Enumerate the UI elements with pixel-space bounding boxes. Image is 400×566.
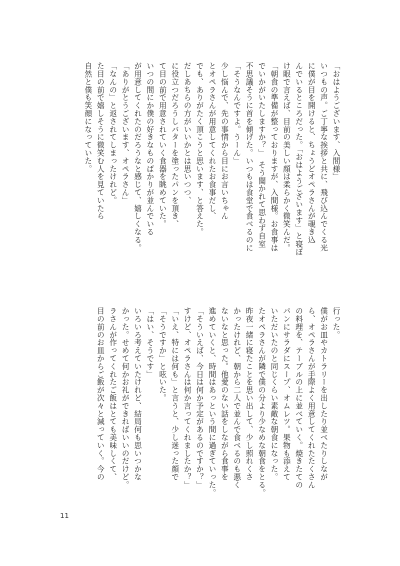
text-line: 目の前のお皿からご飯が次々と減っていく。今の	[96, 307, 106, 481]
upper-text-block	[81, 62, 342, 298]
text-line: いつの間にか僕の好きなものばかりが並んでいる	[145, 62, 155, 236]
text-line: 行った。	[332, 307, 341, 339]
text-line: いろいろ考えていたけれど、結局何も思いつかな	[133, 307, 143, 481]
text-line: すけど、オペラさんは何か言ってくれましたか？」	[183, 307, 193, 489]
text-line: に僕が目を開けると、ちょうどオペラさんが覗き込	[307, 62, 317, 244]
text-line: た目の前で嬉しそうに微笑む人を見ていたら	[96, 62, 106, 220]
text-line: パンにサラダにスープ、オムレツ。果物も添えて	[282, 307, 292, 481]
text-line: ラさんが作ってくれたご飯はとても美味しくて、	[108, 307, 118, 481]
text-line: 不思議そうに首を傾げた。いつもは食堂で食べるのに	[245, 62, 255, 252]
text-line: 「朝食の準備が整っておりますが、入間様。お食事は	[269, 62, 279, 252]
text-line: 昨夜一緒に寝たことを思い出して、少し照れくさ	[245, 307, 255, 481]
text-line: 「そういえば、今日は何か予定があるのですか？」	[195, 307, 205, 489]
text-line: んでいるところだった。「おはようございます」と寝ぼ	[294, 62, 304, 256]
text-line: とオペラさんが用意してくれたお食事だし、	[207, 62, 217, 220]
text-line: 少し悩んで、先の事情から目にお言いちゃん	[220, 62, 230, 220]
text-line: ら、オペラさんが手際よく用意してくれたたくさん	[307, 307, 317, 489]
text-line: 「そうですか」と呟いた。	[158, 307, 168, 402]
text-line: いただいたのと同じくらい素敵な朝食になった。	[269, 307, 279, 481]
text-line: いつもの声。ご丁寧な挨拶と共に、飛び込んでくる光	[319, 62, 329, 252]
text-line: かった。せめて何かお礼ができればいいのだけど。	[121, 307, 131, 489]
text-line: 「いえ、特には何も」と言うと、少し迷った顔で	[170, 307, 180, 481]
text-line: かったけれど、朝から二人で並んで食べるのも悪く	[232, 307, 242, 489]
text-line: に役立つだろうしバターを塗ったパンを頂き、	[170, 62, 180, 228]
text-line: け眼で言えば、目前の美しい顔は柔らかく微笑んだ。	[282, 62, 292, 252]
text-line: て目の前で用意されていく食器を眺めていた。	[158, 62, 168, 228]
text-line: ないなと思った。他愛のない話をしながら食事を	[220, 307, 230, 481]
text-line: でも、ありがたく頂こうと思います、と答えた。	[195, 62, 205, 236]
text-line: 「そうなんですよ。うーん」	[232, 62, 242, 165]
text-line: 僕がお皿やカトラリーを出したり並べたりしなが	[319, 307, 329, 481]
lower-text-block	[94, 307, 342, 543]
text-line: 「ありがとうございます、オペラさん」	[121, 62, 131, 205]
text-line: 進めていくと、時間はあっという間に過ぎていった。	[207, 307, 217, 497]
text-line: が用意してくれたのだろうなと感じて、嬉しくなる。	[133, 62, 143, 252]
text-line: 「おはようございます、入間様」	[332, 62, 341, 181]
text-line: の料理を、テーブルの上に並べていく。焼きたての	[294, 307, 304, 489]
page-number: 11	[60, 512, 69, 520]
text-line: 自然と僕も笑顔になっていた。	[83, 62, 93, 173]
text-line: 「なんの」と返されてしまったけれど。	[108, 62, 118, 205]
text-line: だしあちらの方がいいかとは思いつつ、	[183, 62, 193, 205]
text-line: たオペラさんが隣で僕の分より少なめな朝食をとる。	[257, 307, 267, 497]
text-line: 「はい、そうです」	[145, 307, 155, 379]
text-line: でいかがいたしますか？」 そう聞かれて思わず自室	[257, 62, 267, 248]
